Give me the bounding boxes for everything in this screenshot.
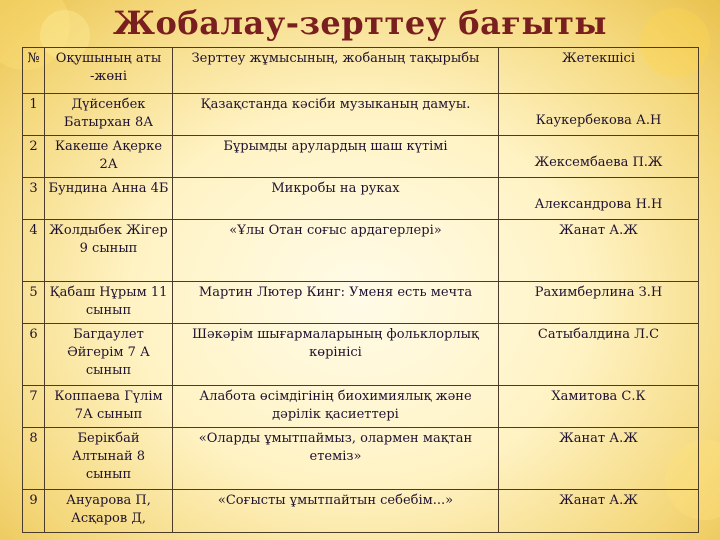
- row-student: Какеше Ақерке 2А: [45, 136, 173, 178]
- row-supervisor-cell: [499, 178, 699, 220]
- row-num: 1: [23, 94, 45, 136]
- row-topic: «Соғысты ұмытпайтын себебім...»: [173, 490, 499, 533]
- row-supervisor: Хамитова С.К: [499, 386, 699, 428]
- row-topic: Бұрымды арулардың шаш күтімі: [173, 136, 499, 178]
- row-student: Коппаева Гүлім 7А сынып: [45, 386, 173, 428]
- row-num: 8: [23, 428, 45, 490]
- row-student: Бундина Анна 4Б: [45, 178, 173, 220]
- row-supervisor: Жанат А.Ж: [499, 220, 699, 282]
- row-supervisor: Жанат А.Ж: [499, 428, 699, 490]
- table-row: [23, 94, 699, 136]
- row-num: 5: [23, 282, 45, 324]
- row-topic: «Ұлы Отан соғыс ардагерлері»: [173, 220, 499, 282]
- row-num: 2: [23, 136, 45, 178]
- table-row: [23, 136, 699, 178]
- table-row: [23, 386, 699, 428]
- row-num: 3: [23, 178, 45, 220]
- row-supervisor: Жексембаева П.Ж: [534, 155, 663, 170]
- table-row: [23, 220, 699, 282]
- row-topic: «Оларды ұмытпаймыз, олармен мақтан етеміз»: [173, 428, 499, 490]
- table-row: [23, 324, 699, 386]
- row-supervisor: Александрова Н.Н: [534, 197, 663, 212]
- header-topic: Зерттеу жұмысының, жобаның тақырыбы: [173, 48, 499, 94]
- table-row: [23, 282, 699, 324]
- row-topic: Қазақстанда кәсіби музыканың дамуы.: [173, 94, 499, 136]
- projects-table: [22, 47, 699, 533]
- row-num: 7: [23, 386, 45, 428]
- row-topic: Шәкәрім шығармаларының фольклорлық көрінісі: [173, 324, 499, 386]
- header-student: Оқушының аты -жөні: [45, 48, 173, 94]
- row-topic: Микробы на руках: [173, 178, 499, 220]
- row-student: Ануарова П, Асқаров Д,: [45, 490, 173, 533]
- row-supervisor: Рахимберлина З.Н: [499, 282, 699, 324]
- row-supervisor-cell: [499, 136, 699, 178]
- row-num: 4: [23, 220, 45, 282]
- row-supervisor: Сатыбалдина Л.С: [499, 324, 699, 386]
- row-supervisor: Каукербекова А.Н: [535, 113, 662, 128]
- row-supervisor-cell: [499, 94, 699, 136]
- table-row: [23, 490, 699, 533]
- row-topic: Алабота өсімдігінің биохимиялық және дәрілік қасиеттері: [173, 386, 499, 428]
- row-num: 9: [23, 490, 45, 533]
- header-supervisor: Жетекшісі: [499, 48, 699, 94]
- row-num: 6: [23, 324, 45, 386]
- row-student: Жолдыбек Жігер 9 сынып: [45, 220, 173, 282]
- header-num: №: [23, 48, 45, 94]
- row-supervisor: Жанат А.Ж: [499, 490, 699, 533]
- table-row: [23, 178, 699, 220]
- page-title: Жобалау-зерттеу бағыты: [113, 4, 607, 42]
- row-student: Багдаулет Әйгерім 7 А сынып: [45, 324, 173, 386]
- table-row: [23, 428, 699, 490]
- row-student: Берікбай Алтынай 8 сынып: [45, 428, 173, 490]
- row-topic: Мартин Лютер Кинг: Уменя есть мечта: [173, 282, 499, 324]
- row-student: Қабаш Нұрым 11 сынып: [45, 282, 173, 324]
- row-student: Дүйсенбек Батырхан 8А: [45, 94, 173, 136]
- table-header-row: [23, 48, 699, 94]
